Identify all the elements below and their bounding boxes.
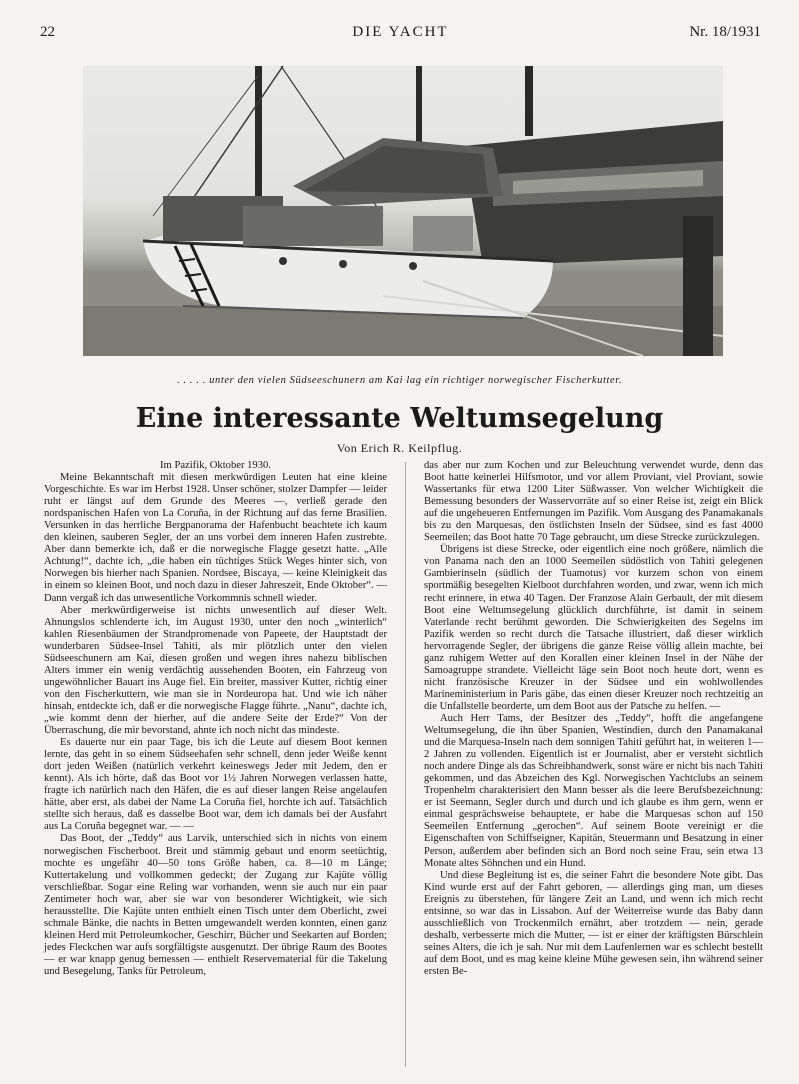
paragraph: Meine Bekanntschaft mit diesen merkwürdigen Leuten hat eine kleine Vorgeschichte. Es war im Herbst 1928. Unser schöner, stolzer Dampfer — leider ruht er längst auf dem Grunde des Meeres —, verließ gerade den nordspanischen Hafen von La Coruña, in der Richtung auf das ferne Brasilien. Versunken in das herrliche Bergpanorama der Hafenbucht beachtete ich kaum den kleinen, sauberen Segler, der an uns vorbei dem inneren Hafen zustrebte. Aber dann bemerkte ich, daß er die norwegische Flagge gesetzt hatte. „Alle Achtung!“, dachte ich, „die haben ein tüchtiges Stück Weges hinter sich, von Norwegen bis hierher nach Spanien. Nordsee, Biscaya, — keine Kleinigkeit das in einem so kleinen Boot, und noch dazu in dieser Jahreszeit, Ende Oktober“. — Dann vergaß ich das unwesentliche Vorkommnis schnell wieder.: [44, 472, 387, 604]
issue-number: Nr. 18/1931: [689, 24, 761, 40]
right-column: [424, 460, 763, 978]
sailboat-photo: [83, 66, 723, 356]
paragraph: Das Boot, der „Teddy“ aus Larvik, unterschied sich in nichts von einem norwegischen Fischerboot. Breit und stämmig gebaut und enorm seetüchtig, mochte es ungefähr 40—50 tons Größe haben, ca. 8—10 m Länge; Kuttertakelung und vollkommen gedeckt; der Zugang zur Kajüte völlig verschließbar. Sogar eine Reling war vorhanden, wenn sie auch nur ein paar Zentimeter hoch war, aber sie war von besonderer Wichtigkeit, wie sich herausstellte. Die Kajüte unten enthielt einen Tisch unter dem Oberlicht, zwei schmale Bänke, die nachts in Betten umgewandelt werden konnten, einen ganz kleinen Herd mit Petroleumkocher, Geschirr, Bücher und Seekarten auf Borden; jedes Fleckchen war aufs sorgfältigste ausgenutzt. Der übrige Raum des Bootes — er war knapp genug bemessen — enthielt Reservematerial für die Takelung und Besegelung, Tanks für Petroleum,: [44, 833, 387, 977]
paragraph: Auch Herr Tams, der Besitzer des „Teddy“, hofft die angefangene Weltumsegelung, die ihn über Spanien, Westindien, durch den Panamakanal und die Marquesa-Inseln nach dem sonnigen Tahiti geführt hat, in weiteren 1—2 Jahren zu vollenden. Eigentlich ist er Journalist, aber er versteht sichtlich noch andere Dinge als das Schreibhandwerk, sonst wäre er nicht bis nach Tahiti gekommen, und das Abzeichen des Kgl. Norwegischen Yachtclubs an seinem Tropenhelm charakterisiert den Mann besser als die leere Berufsbezeichnung: er ist Seemann, Segler durch und durch und ich glaube es ihm gern, wenn er einmal gesprächsweise behauptete, er habe die Marquesas schon auf 150 Seemeilen Entfernung „gerochen“. Auf seinem Boote vereinigt er die Eigenschaften von Schiffseigner, Kapitän, Steuermann und Besatzung in einer Person, außerdem aber befinden sich an Bord noch seine Frau, sein etwa 13 Monate altes Söhnchen und ein Hund.: [424, 712, 763, 869]
photo-caption: . . . . . unter den vielen Südseeschunern am Kai lag ein richtiger norwegischer Fischerkutter.: [176, 375, 623, 386]
paragraph: das aber nur zum Kochen und zur Beleuchtung verwendet wurde, denn das Boot hatte keinerlei Hilfsmotor, und vor allem Proviant, viel Proviant, sowie Wassertanks für etwa 1200 Liter Süßwasser. Von welcher Wichtigkeit die Bemessung besonders der Wasservorräte auf so einer Reise ist, zeigt ein Blick auf die ungeheueren Entfernungen im Pazifik. Vom Ausgang des Panamakanals bis zu den Marquesas, den östlichsten Inseln der Südsee, sind es fast 4000 Seemeilen; das Boot hatte 70 Tage gebraucht, um diese Strecke zurückzulegen.: [424, 460, 763, 544]
left-column: [44, 460, 387, 978]
paragraph: Übrigens ist diese Strecke, oder eigentlich eine noch größere, nämlich die von Panama nach den an 1000 Seemeilen südöstlich von Tahiti gelegenen Gambierinseln (südlich der Tuamotus) vor kurzem schon von einem sportmäßig besegelten Kielboot durchfahren worden, und zwar, wenn ich mich recht erinnere, in etwa 40 Tagen. Der Franzose Alain Gerbault, der mit diesem Boot eine Weltumsegelung glücklich durchführte, ist damit in seinem Vaterlande recht berühmt geworden. Die Schwierigkeiten des Segelns im Pazifik werden so recht durch die Tatsache illustriert, daß dieser wirklich hervorragende Segler, der übrigens die ganze Reise völlig allein machte, bei ganz ruhigem Wetter auf den Korallen einer kleinen Insel in der Nähe der Samoagruppe strandete. Vielleicht läge sein Boot noch heute dort, wenn es nicht französische Kreuzer in der Südsee und ein wohlwollendes Marineministerium in Paris gäbe, das einen dieser Kreuzer noch rechtzeitig an die Unfallstelle beorderte, um dem Boot aus der Patsche zu helfen. —: [424, 544, 763, 712]
dateline: Im Pazifik, Oktober 1930.: [160, 460, 271, 471]
page-header: [40, 24, 761, 44]
magazine-title: DIE YACHT: [352, 24, 449, 40]
column-divider: [405, 462, 406, 1067]
sailboat-photo-icon: [83, 66, 723, 356]
paragraph: Und diese Begleitung ist es, die seiner Fahrt die besondere Note gibt. Das Kind wurde erst auf der Fahrt geboren, — allerdings ging man, um dieses Ereignis zu überstehen, für längere Zeit an Land, und wenn ich mich recht entsinne, so war das in Lissabon. Auf der Weiterreise wurde das Baby dann ausschließlich von Trockenmilch ernährt, aber trotzdem — nein, gerade deshalb, verbesserte mich die Mutter, — ist er einer der kräftigsten Bürschlein seines Alters, die ich je sah. Nur mit dem Laufenlernen war es schlecht bestellt auf dem Boot, und es mag keine kleine Mühe gewesen sein, ihn während seiner ersten Be-: [424, 869, 763, 977]
article-byline: Von Erich R. Keilpflug.: [336, 441, 463, 455]
page-number: 22: [40, 24, 55, 40]
paragraph: Aber merkwürdigerweise ist nichts unwesentlich auf dieser Welt. Ahnungslos schlenderte ich, im August 1930, unter den noch „winterlich“ kahlen Riesenbäumen der Strandpromenade von Papeete, der Hauptstadt der wunderbaren Südsee-Insel Tahiti, als mir plötzlich unter den vielen Südseeschunern am Kai, diesen großen und wegen ihres nahezu biblischen Alters immer ein wenig verdächtig aussehenden Booten, ein Fahrzeug von ungewöhnlicher Bauart ins Auge fiel. Ein breiter, massiver Kutter, richtig einer von den Fischerkuttern, wie man sie in Nordeuropa hat. Und wie ich näher hinsah, entdeckte ich, daß er die norwegische Flagge führte. „Nanu“, dachte ich, „wie kommt denn der hierher, auf die andere Seite der Erde?“ Von der Überraschung, die mir bevorstand, ahnte ich noch nicht das mindeste.: [44, 604, 387, 737]
paragraph: Es dauerte nur ein paar Tage, bis ich die Leute auf diesem Boot kennen lernte, das geht in so einem Südseehafen sehr schnell, denn jeder Weiße kennt dort jeden Weißen (natürlich verkehrt keineswegs Jeder mit Jedem, den er kennt). Als ich hörte, daß das Boot vor 1½ Jahren Norwegen verlassen hatte, fragte ich natürlich nach den Häfen, die es auf dieser langen Reise angelaufen hätte, aber erst, als dabei der Name La Coruña fiel, horchte ich auf. Tatsächlich stellte sich heraus, daß es dasselbe Boot war, dem ich damals bei der Ausfahrt aus La Coruña begegnet war. — —: [44, 737, 387, 833]
article-title: Eine interessante Weltumsegelung: [135, 403, 664, 434]
